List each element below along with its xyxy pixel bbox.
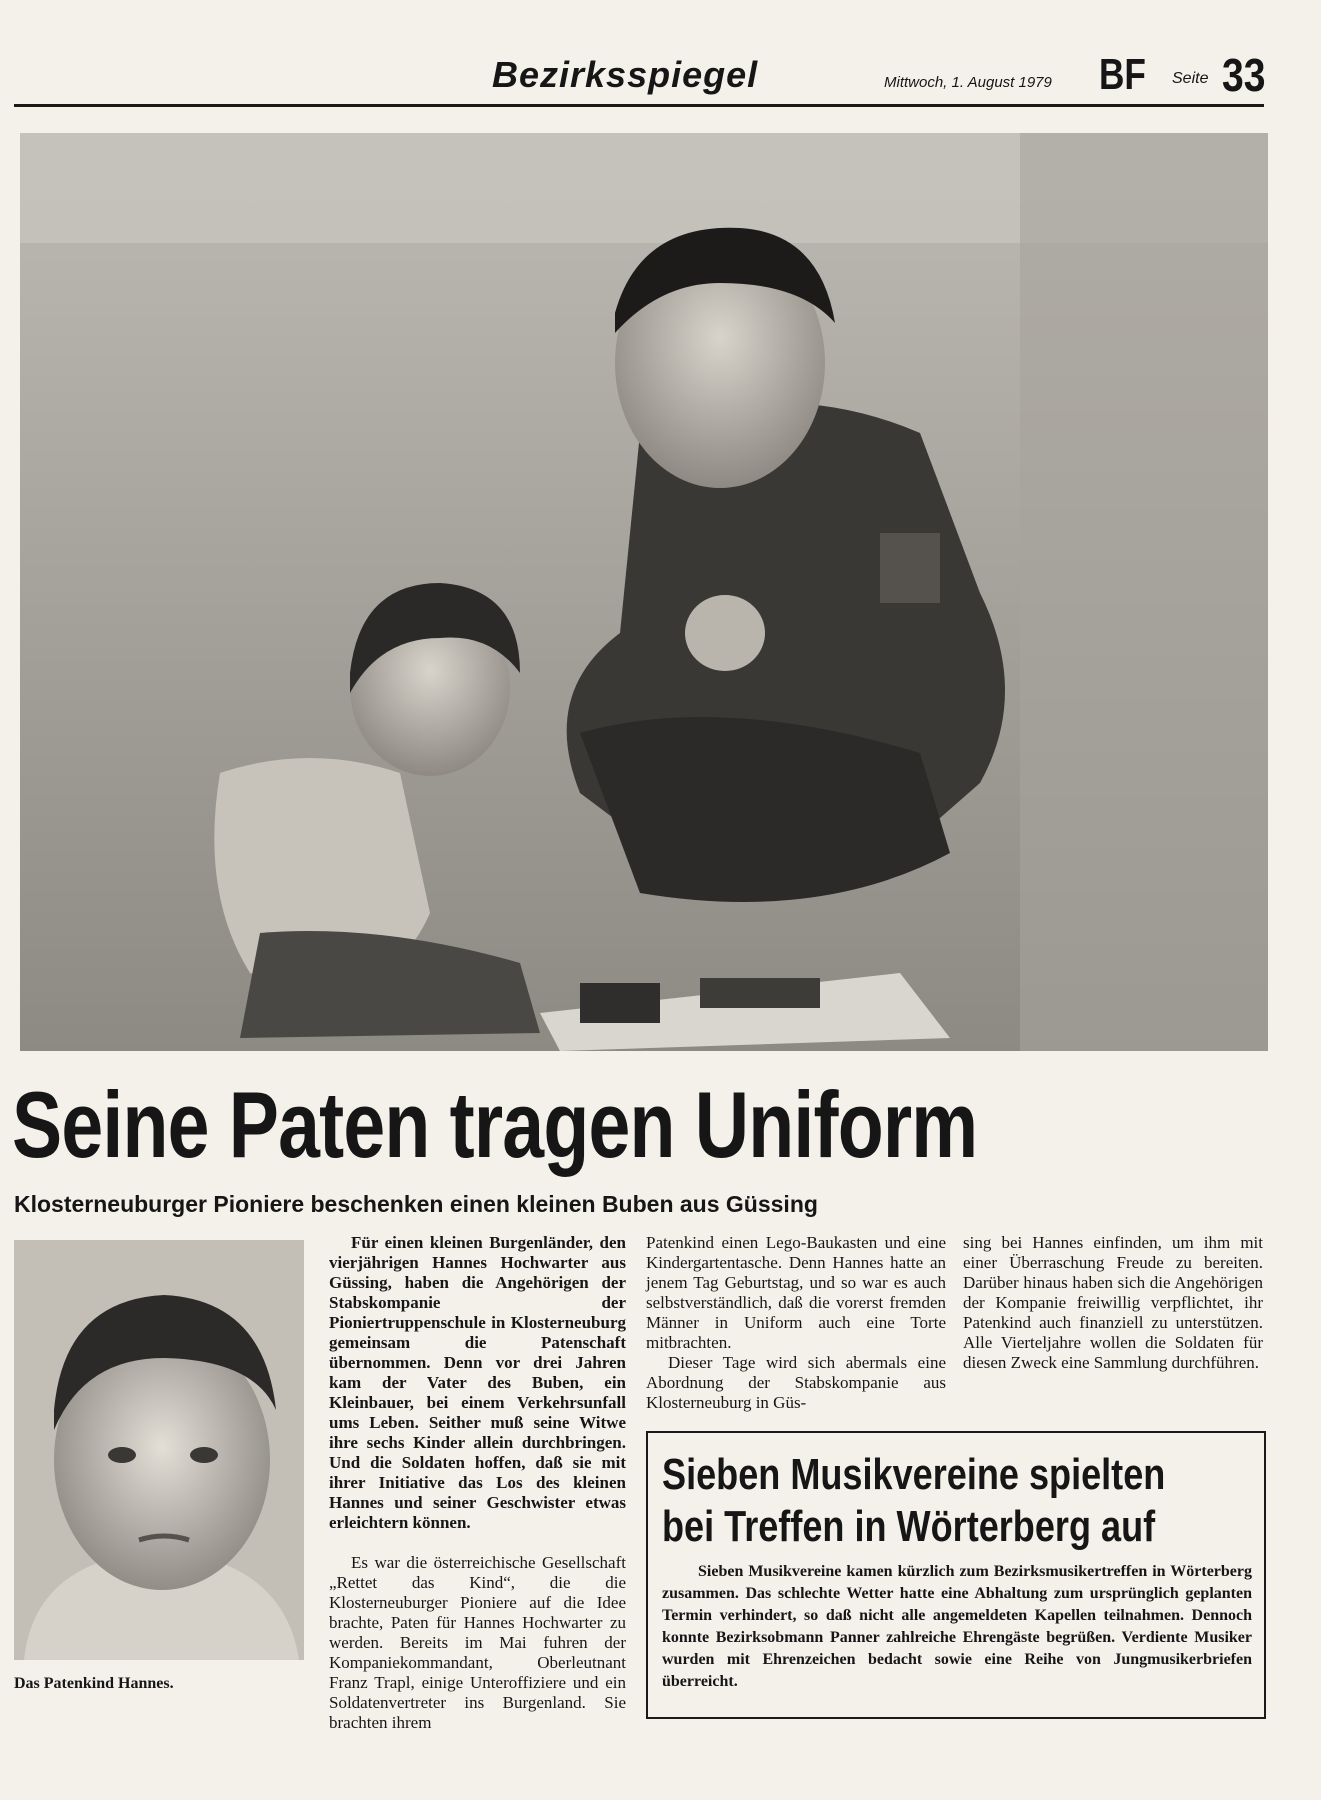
paper-logo: BF bbox=[1099, 50, 1146, 99]
issue-date: Mittwoch, 1. August 1979 bbox=[884, 74, 1052, 91]
subheadline: Klosterneuburger Pioniere beschenken einen kleinen Buben aus Güssing bbox=[14, 1191, 818, 1217]
boxed-story-body: Sieben Musikvereine kamen kürzlich zum Bezirksmusikertreffen in Wörterberg zusammen. Das schlechte Wetter hatte eine Abhaltung zum ursprünglich geplanten Termin verhindert, so daß nicht alle angemeldeten Kapellen teilnahmen. Dennoch konnte Bezirksobmann Panner zahlreiche Ehrengäste begrüßen. Verdiente Musiker wurden mit Ehrenzeichen bedacht sowie eine Reihe von Jungmusikerbriefen überreicht. bbox=[662, 1563, 1252, 1690]
headline: Seine Paten tragen Uniform bbox=[12, 1072, 978, 1177]
article-column-3 bbox=[963, 1233, 1263, 1373]
article-paragraph: Patenkind einen Lego-Baukasten und eine Kindergartentasche. Denn Hannes hatte an jenem Tag Geburtstag, und so war es auch selbstverständlich, daß die vorerst fremden Männer in Uniform auch eine Torte mitbrachten. bbox=[646, 1233, 946, 1352]
portrait-photo-image bbox=[14, 1240, 304, 1660]
boxed-story bbox=[646, 1431, 1266, 1719]
page-number: 33 bbox=[1222, 49, 1266, 101]
masthead-rule bbox=[14, 104, 1264, 107]
boxed-story-headline: Sieben Musikvereine spielten bei Treffen in Wörterberg auf bbox=[662, 1450, 1166, 1551]
masthead bbox=[14, 48, 1264, 110]
portrait-caption: Das Patenkind Hannes. bbox=[14, 1675, 174, 1692]
page-label: Seite bbox=[1172, 70, 1209, 87]
article-column-2 bbox=[646, 1233, 946, 1413]
article-paragraph: sing bei Hannes einfinden, um ihm mit einer Überraschung Freude zu bereiten. Darüber hinaus haben sich die Angehörigen der Kompanie freiwillig verpflichtet, ihr Patenkind auch finanziell zu unterstützen. Alle Vierteljahre wollen die Soldaten für diesen Zweck eine Sammlung durchführen. bbox=[963, 1233, 1263, 1372]
main-photo bbox=[20, 133, 1268, 1051]
main-photo-image bbox=[20, 133, 1268, 1051]
article-paragraph: Es war die österreichische Gesellschaft „Rettet das Kind“, die die Klosterneuburger Pioniere auf die Idee brachte, Paten für Hannes Hochwarter zu werden. Bereits im Mai fuhren der Kompaniekommandant, Oberleutnant Franz Trapl, einige Unteroffiziere und ein Soldatenvertreter ins Burgenland. Sie brachten ihrem bbox=[329, 1553, 626, 1732]
article-column-1 bbox=[329, 1233, 626, 1733]
portrait-photo bbox=[14, 1240, 304, 1660]
article-paragraph: Dieser Tage wird sich abermals eine Abordnung der Stabskompanie aus Klosterneuburg in Güs- bbox=[646, 1353, 946, 1412]
article-lead-paragraph: Für einen kleinen Burgenländer, den vierjährigen Hannes Hochwarter aus Güssing, haben die Angehörigen der Stabskompanie der Pioniertruppenschule in Klosterneuburg gemeinsam die Patenschaft übernommen. Denn vor drei Jahren kam der Vater des Buben, ein Kleinbauer, bei einem Verkehrsunfall ums Leben. Seither muß seine Witwe ihre sechs Kinder allein durchbringen. Und die Soldaten hoffen, daß sie mit ihrer Initiative das Los des kleinen Hannes und seiner Geschwister etwas erleichtern können. bbox=[329, 1233, 626, 1532]
section-name: Bezirksspiegel bbox=[492, 54, 759, 95]
